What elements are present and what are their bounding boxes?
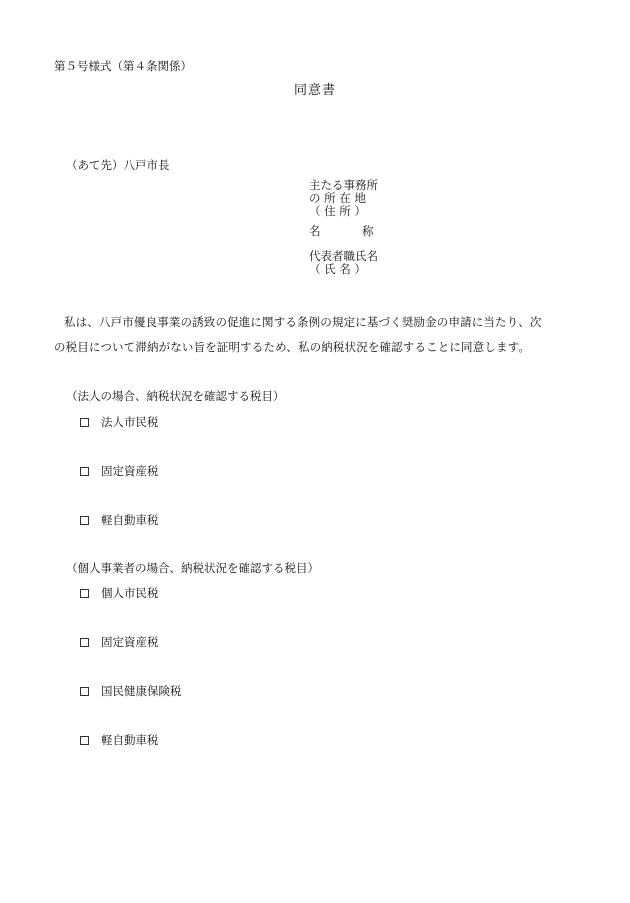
form-number: 第５号様式（第４条関係）	[54, 59, 192, 73]
name-label-part2: 称	[362, 224, 374, 238]
tax-item-label: 軽自動車税	[101, 733, 159, 747]
corporate-tax-item	[80, 466, 159, 478]
office-label-line1: 主たる事務所	[309, 178, 378, 192]
representative-label-line2: （ 氏 名 ）	[309, 262, 366, 276]
consent-text-line2: の税目について滞納がない旨を証明するため、私の納税状況を確認することに同意します。	[54, 340, 531, 354]
checkbox[interactable]	[80, 638, 89, 647]
tax-item-label: 国民健康保険税	[101, 684, 182, 698]
individual-tax-item	[80, 637, 159, 649]
representative-label-line1: 代表者職氏名	[309, 249, 378, 263]
office-label-line3: （ 住 所 ）	[309, 204, 366, 218]
addressee: （あて先）八戸市長	[66, 158, 170, 172]
corporate-tax-item	[80, 417, 159, 429]
individual-tax-heading: （個人事業者の場合、納税状況を確認する税目）	[66, 561, 319, 575]
consent-text-line1: 私は、八戸市優良事業の誘致の促進に関する条例の規定に基づく奨励金の申請に当たり、次	[64, 315, 542, 329]
tax-item-label: 軽自動車税	[101, 513, 159, 527]
name-label-part1: 名	[309, 224, 321, 238]
individual-tax-item	[80, 735, 159, 747]
tax-item-label: 固定資産税	[101, 635, 159, 649]
checkbox[interactable]	[80, 687, 89, 696]
checkbox[interactable]	[80, 736, 89, 745]
corporate-tax-heading: （法人の場合、納税状況を確認する税目）	[66, 389, 285, 403]
tax-item-label: 個人市民税	[101, 586, 159, 600]
individual-tax-item	[80, 588, 159, 600]
office-label-line2: の 所 在 地	[309, 191, 366, 205]
individual-tax-item	[80, 686, 182, 698]
checkbox[interactable]	[80, 516, 89, 525]
checkbox[interactable]	[80, 418, 89, 427]
checkbox[interactable]	[80, 467, 89, 476]
page-title: 同意書	[294, 83, 337, 98]
tax-item-label: 法人市民税	[101, 415, 159, 429]
checkbox[interactable]	[80, 589, 89, 598]
tax-item-label: 固定資産税	[101, 464, 159, 478]
corporate-tax-item	[80, 515, 159, 527]
